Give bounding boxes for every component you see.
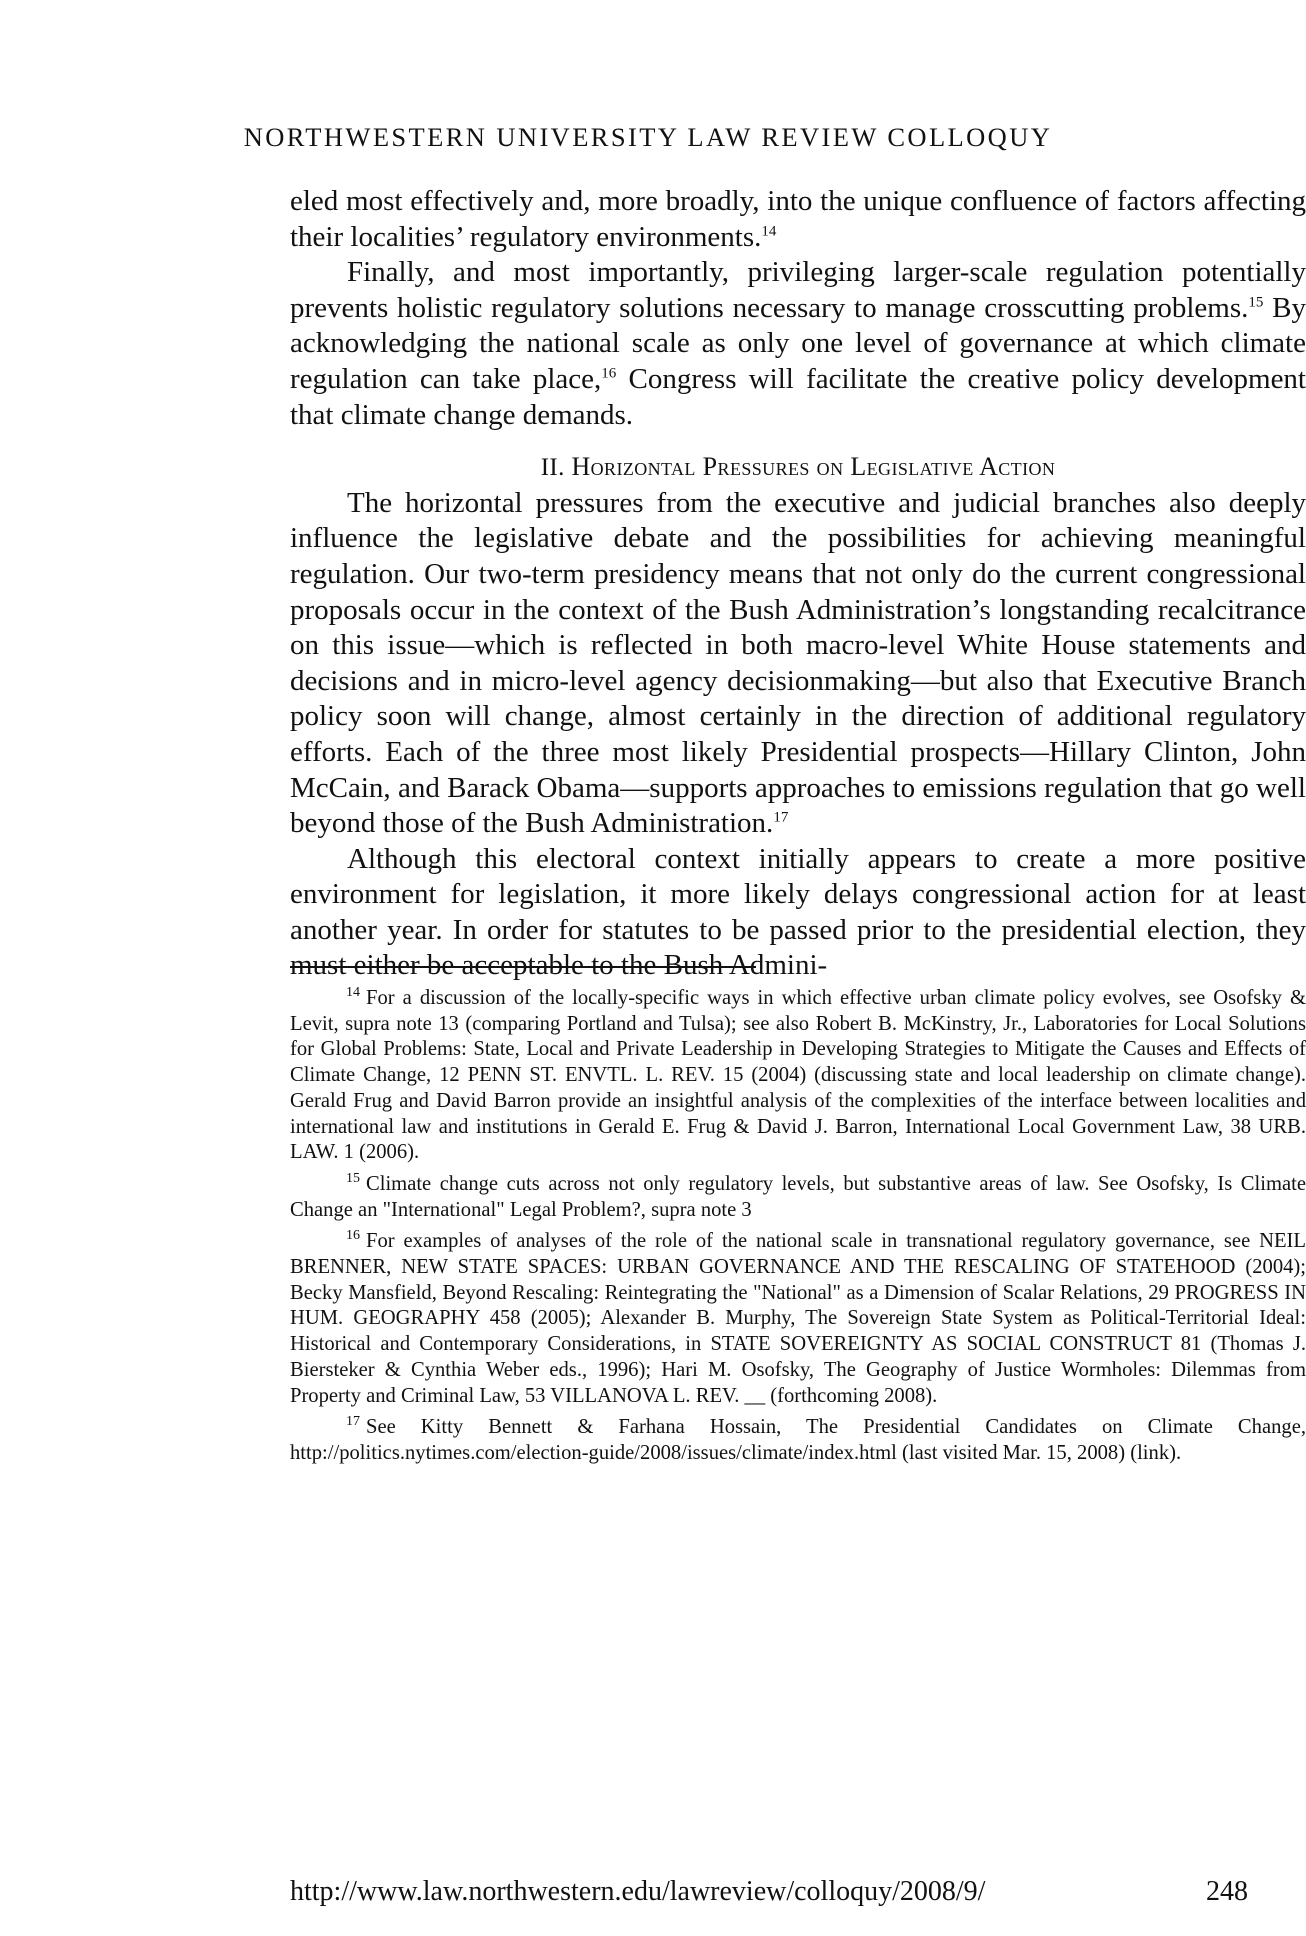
footnote-number: 15 xyxy=(346,1170,360,1186)
footnote-number: 16 xyxy=(346,1227,360,1243)
footnote-text: Climate change cuts across not only regulatory levels, but substantive areas of law. See Osofsky, Is Climate Change an "International" Legal Problem?, supra note 3 xyxy=(290,1172,1306,1221)
footnote-number: 17 xyxy=(346,1413,360,1429)
footnote-ref-16[interactable]: 16 xyxy=(601,365,617,382)
section-title: Horizontal Pressures on Legislative Action xyxy=(571,452,1056,482)
paragraph-2-text-c: Congress will facilitate the creative policy development that climate change demands. xyxy=(290,362,1306,431)
section-numeral: II. xyxy=(540,454,565,482)
paragraph-4 xyxy=(290,842,1306,984)
paragraph-1-text: eled most effectively and, more broadly, into the unique confluence of factors affecting their localities’ regulatory environments. xyxy=(290,185,1306,253)
footnotes xyxy=(290,986,1306,1473)
footnote-15 xyxy=(290,1172,1306,1223)
paragraph-2-text-a: Finally, and most importantly, privileging larger-scale regulation potentially prevents holistic regulatory solutions necessary to manage crosscutting problems. xyxy=(290,256,1306,324)
footnote-number: 14 xyxy=(346,984,360,1000)
paragraph-1 xyxy=(290,184,1306,255)
paragraph-3-text: The horizontal pressures from the executive and judicial branches also deeply influence the legislative debate and the possibilities for achieving meaningful regulation. Our two-term presidency means that not only do the current congressional proposals occur in the context of the Bush Administration’s longstanding recalcitrance on this issue—which is reflected in both macro-level White House statements and decisions and in micro-level agency decisionmaking—but also that Executive Branch policy soon will change, almost certainly in the direction of additional regulatory efforts. Each of the three most likely Presidential prospects—Hillary Clinton, John McCain, and Barack Obama—supports approaches to emissions regulation that go well beyond those of the Bush Administration. xyxy=(290,486,1306,840)
footnote-17 xyxy=(290,1415,1306,1466)
footnote-ref-14[interactable]: 14 xyxy=(761,223,777,240)
footnote-text: See Kitty Bennett & Farhana Hossain, The Presidential Candidates on Climate Change, http://politics.nytimes.com/election-guide/2008/issues/climate/index.html (last visited Mar. 15, 2008) (link). xyxy=(290,1416,1306,1464)
paragraph-3 xyxy=(290,486,1306,842)
footnote-16 xyxy=(290,1229,1306,1409)
footnote-ref-15[interactable]: 15 xyxy=(1248,294,1264,311)
footnote-ref-17[interactable]: 17 xyxy=(773,809,789,826)
paragraph-4-text: Although this electoral context initially appears to create a more positive environment for legislation, it more likely delays congressional action for at least another year. In order for statutes to be passed prior to the presidential election, they must either be acceptable to the Bush Admini- xyxy=(290,842,1306,982)
main-text xyxy=(290,184,1306,984)
paragraph-2-text-b: By acknowledging the national scale as only one level of governance at which climate regulation can take place, xyxy=(290,291,1306,395)
footnote-14 xyxy=(290,986,1306,1166)
footnote-text: For a discussion of the locally-specific ways in which effective urban climate policy evolves, see Osofsky & Levit, supra note 13 (comparing Portland and Tulsa); see also Robert B. McKinstry, Jr., Laboratories for Local Solutions for Global Problems: State, Local and Private Leadership in Developing Strategies to Mitigate the Causes and Effects of Climate Change, 12 PENN ST. ENVTL. L. REV. 15 (2004) (discussing state and local leadership on climate change). Gerald Frug and David Barron provide an insightful analysis of the complexities of the interface between localities and international law and institutions in Gerald E. Frug & David J. Barron, International Local Government Law, 38 URB. LAW. 1 (2006). xyxy=(290,987,1306,1164)
section-heading xyxy=(290,449,1306,486)
footnote-text: For examples of analyses of the role of the national scale in transnational regulatory governance, see NEIL BRENNER, NEW STATE SPACES: URBAN GOVERNANCE AND THE RESCALING OF STATEHOOD (2004); Becky Mansfield, Beyond Rescaling: Reintegrating the "National" as a Dimension of Scalar Relations, 29 PROGRESS IN HUM. GEOGRAPHY 458 (2005); Alexander B. Murphy, The Sovereign State System as Political-Territorial Ideal: Historical and Contemporary Considerations, in STATE SOVEREIGNTY AS SOCIAL CONSTRUCT 81 (Thomas J. Biersteker & Cynthia Weber eds., 1996); Hari M. Osofsky, The Geography of Justice Wormholes: Dilemmas from Property and Criminal Law, 53 VILLANOVA L. REV. __ (forthcoming 2008). xyxy=(290,1230,1306,1407)
running-header: NORTHWESTERN UNIVERSITY LAW REVIEW COLLOQUY xyxy=(243,122,1053,152)
page-number: 248 xyxy=(1206,1876,1248,1907)
footer-url-link[interactable]: http://www.law.northwestern.edu/lawreview/colloquy/2008/9/ xyxy=(290,1876,986,1907)
paragraph-2 xyxy=(290,255,1306,433)
footnote-divider xyxy=(290,966,756,968)
